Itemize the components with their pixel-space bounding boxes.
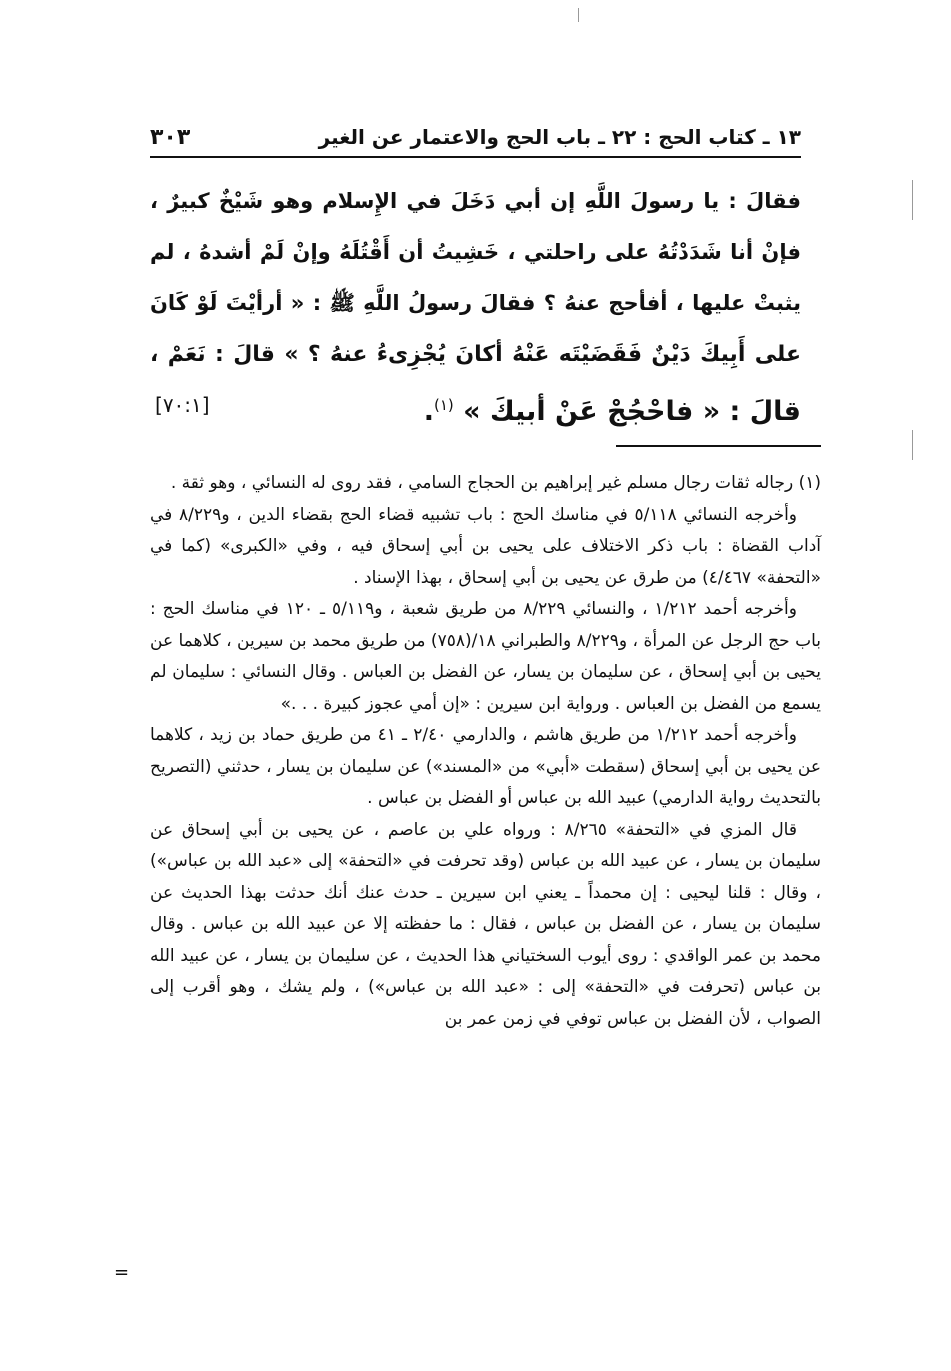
scan-artifact-right xyxy=(912,180,913,220)
hadith-line: فقالَ : يا رسولَ اللَّهِ إن أبي دَخَلَ في الإِسلام وهو شَيْخٌ كبيرٌ ، xyxy=(150,189,801,213)
footnote-paragraph: وأخرجه أحمد ١/٢١٢ من طريق هاشم ، والدارمي ٢/٤٠ ـ ٤١ من طريق حماد بن زيد ، كلاهما عن يحيى بن أبي إسحاق (سقطت «أبي» من «المسند») عن سليمان بن يسار ، حدثني (التصريح بالتحديث رواية الدارمي) عبيد الله بن عباس أو الفضل بن عباس . xyxy=(150,725,821,808)
footnotes xyxy=(150,468,821,1035)
hadith-last-text xyxy=(424,380,801,437)
header-rule xyxy=(150,156,801,158)
hadith-last-line xyxy=(150,380,801,431)
page-number: ٣٠٣ xyxy=(150,124,191,150)
hadith-closing: قالَ : « فاحْجُجْ عَنْ أبيكَ » xyxy=(463,396,801,427)
scan-artifact-right-lower xyxy=(912,430,913,460)
running-header xyxy=(150,120,801,154)
footnote-reference: (١) xyxy=(433,396,454,414)
hadith-line: على أَبِيكَ دَيْنٌ فَقَضَيْتَه عَنْهُ أكانَ يُجْزِىءُ عنهُ ؟ » قالَ : نَعَمْ ، xyxy=(150,342,801,367)
hadith-line: فإنْ أنا شَدَدْتُهُ على راحلتي ، خَشِيتُ أن أَقْتُلَهُ وإنْ لَمْ أشدهُ ، لم xyxy=(150,240,801,264)
hadith-citation: [٧٠:١] xyxy=(155,393,210,417)
hadith-text xyxy=(150,176,801,431)
footnote-paragraph: وأخرجه أحمد ١/٢١٢ ، والنسائي ٨/٢٢٩ من طريق شعبة ، و٥/١١٩ ـ ١٢٠ في مناسك الحج : باب حج الرجل عن المرأة ، و٨/٢٢٩ والطبراني ١٨/(٧٥٨) من طريق محمد بن سيرين ، كلاهما عن يحيى بن أبي إسحاق ، عن سليمان بن يسار، عن الفضل بن العباس . وقال النسائي : سليمان لم يسمع من الفضل بن العباس . ورواية ابن سيرين : «إن أمي عجوز كبيرة . . .» xyxy=(150,599,821,714)
continuation-mark: = xyxy=(114,1262,130,1283)
footnote-paragraph: (١) رجاله ثقات رجال مسلم غير إبراهيم بن الحجاج السامي ، فقد روى له النسائي ، وهو ثقة . xyxy=(170,473,821,493)
chapter-title: ١٣ ـ كتاب الحج : ٢٢ ـ باب الحج والاعتمار عن الغير xyxy=(318,125,801,149)
scan-artifact-top xyxy=(578,8,579,22)
footnote-paragraph: وأخرجه النسائي ٥/١١٨ في مناسك الحج : باب تشبيه قضاء الحج بقضاء الدين ، و٨/٢٢٩ في آداب القضاة : باب ذكر الاختلاف على يحيى بن أبي إسحاق فيه ، وفي «الكبرى» (كما في «التحفة» ٤/٤٦٧) من طرق عن يحيى بن أبي إسحاق ، بهذا الإسناد . xyxy=(150,504,821,588)
footnote-paragraph: قال المزي في «التحفة» ٨/٢٦٥ : ورواه علي بن عاصم ، عن يحيى بن أبي إسحاق عن سليمان بن يسار ، عن عبيد الله بن عباس (وقد تحرفت في «التحفة» إلى «عبد الله بن عباس») ، وقال : قلنا ليحيى : إن محمداً ـ يعني ابن سيرين ـ حدث عنك أنك حدثت بهذا الحديث عن سليمان بن يسار ، عن الفضل بن عباس ، فقال : ما حفظته إلا عن عبيد الله بن عباس . وقال محمد بن عمر الواقدي : روى أيوب السختياني هذا الحديث ، عن سليمان بن يسار ، عن عبيد الله بن عباس (تحرفت في «التحفة» إلى : «عبد الله بن عباس») ، ولم يشك ، وهو أقرب إلى الصواب ، لأن الفضل بن عباس توفي في زمن عمر بن xyxy=(150,819,821,1029)
closing-punctuation: . xyxy=(423,396,434,427)
hadith-line: يثبتْ عليها ، أفأحج عنهُ ؟ فقالَ رسولُ اللَّهِ ﷺ : « أرأيْتَ لَوْ كَانَ xyxy=(150,291,801,315)
footnote-separator xyxy=(616,445,821,447)
